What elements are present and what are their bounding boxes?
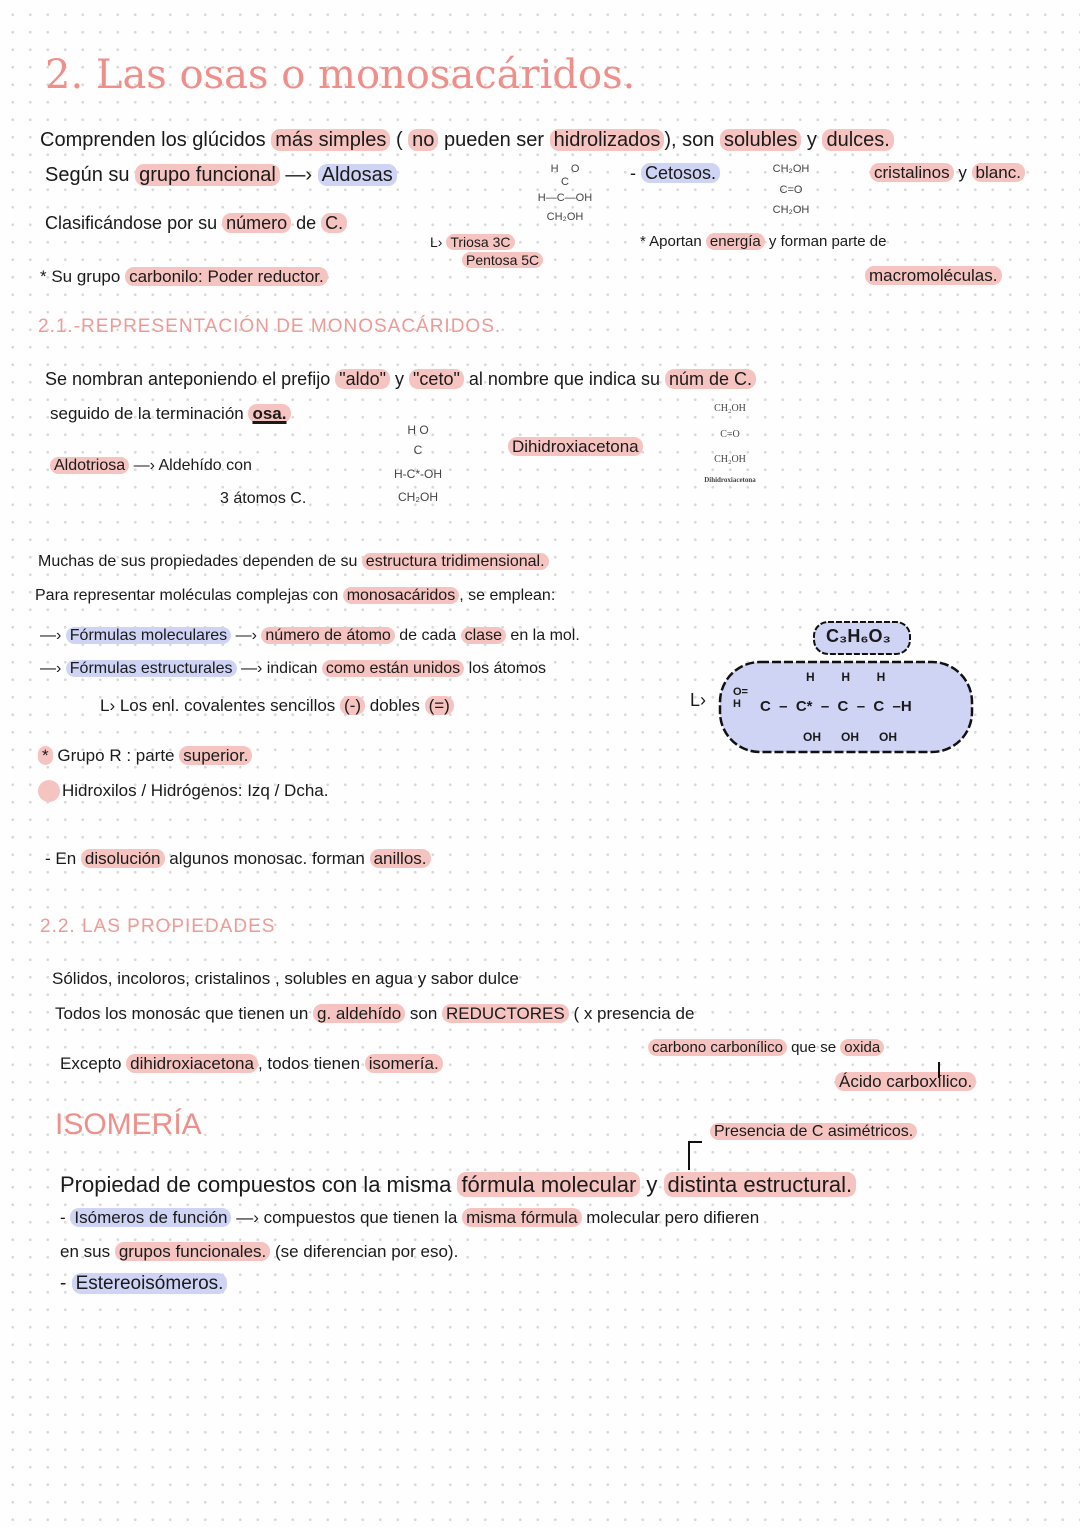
highlighted-text: grupos funcionales. (115, 1242, 270, 1261)
chem-atom: CH₂OH (398, 490, 438, 505)
highlighted-text: superior. (179, 746, 252, 765)
note-line (40, 128, 894, 152)
note-line (50, 404, 291, 424)
aldose-structure (530, 163, 600, 224)
note-line (60, 1242, 458, 1262)
note-line (865, 266, 1002, 286)
highlighted-text: Isómeros de función (70, 1208, 231, 1227)
chem-atom: CH₂OH (546, 210, 584, 223)
section-heading-isomeria: ISOMERÍA (55, 1108, 202, 1141)
page-title: 2. Las osas o monosacáridos. (45, 52, 636, 98)
dihydroxyacetone-structure (695, 403, 765, 484)
chem-atom: H O (407, 423, 429, 437)
note-line (640, 233, 887, 251)
chem-atom: H (550, 163, 559, 175)
highlighted-text: núm de C. (665, 369, 756, 389)
note-text: —› compuestos que tienen la (231, 1208, 463, 1227)
note-line (648, 1039, 884, 1057)
highlighted-text: hidrolizados (550, 129, 665, 151)
chem-atom: C=O (779, 183, 803, 196)
chem-atom: C (413, 442, 423, 457)
highlighted-text: más simples (271, 129, 390, 151)
highlighted-text: Aldosas (318, 164, 397, 186)
note-text: de (291, 213, 322, 233)
note-line (62, 781, 328, 801)
connector-line (936, 1062, 942, 1078)
note-text: Muchas de sus propiedades dependen de su (38, 553, 362, 570)
note-text: y forman parte de (764, 233, 887, 250)
highlighted-text: Estereoisómeros. (72, 1273, 228, 1294)
note-text: en sus (60, 1242, 115, 1261)
note-text: Se nombran anteponiendo el prefijo (45, 369, 336, 389)
note-text: , todos tienen (257, 1054, 365, 1073)
note-text: —› indican (236, 660, 322, 677)
note-text: en la mol. (505, 627, 580, 644)
note-text: Clasificándose por su (45, 213, 223, 233)
note-line (45, 163, 397, 187)
highlighted-text: Triosa 3C (446, 234, 514, 250)
highlighted-text: osa. (248, 404, 290, 423)
highlighted-text: carbono carbonílico (648, 1039, 787, 1056)
note-text: —› (40, 627, 66, 644)
highlighted-text: (-) (340, 696, 365, 715)
highlighted-text: Aldotriosa (50, 457, 129, 474)
note-text: de cada (394, 627, 461, 644)
note-text: y (390, 369, 410, 389)
highlighted-text: dulces. (822, 129, 893, 151)
chem-atom: CH₂OH (772, 163, 810, 175)
note-line (60, 1054, 443, 1074)
note-text: los átomos (464, 660, 546, 677)
arrow-label: L› (690, 690, 707, 710)
highlighted-text: "aldo" (335, 369, 390, 389)
highlighted-text: no (408, 129, 438, 151)
highlighted-text: carbonilo: Poder reductor. (125, 267, 328, 286)
note-text: y (801, 129, 823, 151)
section-heading-representacion: 2.1.-REPRESENTACIÓN DE MONOSACÁRIDOS. (38, 316, 502, 337)
note-line (430, 234, 515, 251)
note-text: que se (786, 1039, 841, 1056)
chem-atom: H-C*-OH (394, 466, 442, 481)
note-text: pueden ser (438, 129, 550, 151)
chem-atom: O (570, 163, 580, 175)
note-text: —› (40, 660, 66, 677)
note-line (52, 969, 519, 989)
note-text: dobles (365, 696, 425, 715)
highlighted-text: Pentosa 5C (462, 252, 543, 268)
highlighted-text: energía (706, 233, 765, 250)
note-text: y (953, 163, 972, 182)
note-line (630, 163, 720, 185)
chem-atom: CH₂OH (714, 403, 746, 414)
highlighted-text: número de átomo (261, 627, 394, 644)
highlighted-text: solubles (720, 129, 801, 151)
highlighted-text: número (222, 213, 291, 233)
highlighted-text: anillos. (370, 849, 431, 868)
note-text: Hidroxilos / Hidrógenos: Izq / Dcha. (62, 781, 329, 800)
highlighted-text: Fórmulas moleculares (66, 627, 231, 644)
highlighted-text: REDUCTORES (442, 1004, 569, 1023)
note-line (38, 746, 252, 766)
note-text: - (60, 1273, 72, 1294)
note-line (60, 1172, 856, 1198)
note-text: Para representar moléculas complejas con (35, 587, 343, 604)
highlighted-text: Ácido carboxílico. (835, 1072, 976, 1091)
note-line (45, 213, 347, 235)
highlighted-text: oxida (840, 1039, 884, 1056)
note-line (60, 1273, 227, 1296)
highlighted-text: "ceto" (409, 369, 464, 389)
note-line (40, 659, 546, 678)
highlighted-text: Dihidroxiacetona (508, 437, 643, 456)
note-line (462, 252, 543, 269)
note-text: Comprenden los glúcidos (40, 129, 272, 151)
highlighted-text: como están unidos (322, 660, 464, 677)
note-text: Propiedad de compuestos con la misma (60, 1172, 458, 1197)
highlighted-text: Fórmulas estructurales (66, 660, 237, 677)
highlighted-text: distinta estructural. (664, 1172, 857, 1197)
note-text: * Aportan (640, 233, 706, 250)
highlighted-text: (=) (425, 696, 454, 715)
note-line (835, 1072, 976, 1092)
structure-bottom: OH OH OH (803, 730, 898, 744)
note-text: —› (231, 627, 262, 644)
highlighted-text: fórmula molecular (457, 1172, 640, 1197)
highlighted-text: blanc. (972, 163, 1025, 182)
note-text: - (60, 1208, 71, 1227)
chem-caption: Dihidroxiacetona (704, 475, 756, 484)
note-line (100, 696, 454, 716)
highlighted-text: cristalinos (870, 163, 954, 182)
note-text: - (630, 163, 641, 183)
note-line (38, 552, 549, 571)
note-text: - En (45, 849, 81, 868)
note-text: son (405, 1004, 443, 1023)
structure-chain: C – C* – C – C –H (760, 698, 912, 715)
note-line (60, 1208, 759, 1228)
highlighted-text: Cetosos. (641, 163, 720, 183)
highlighted-text: disolución (81, 849, 165, 868)
highlighted-text: macromoléculas. (865, 266, 1002, 285)
note-line (870, 163, 1025, 183)
note-text: Excepto (60, 1054, 127, 1073)
section-heading-propiedades: 2.2. LAS PROPIEDADES (40, 916, 276, 937)
note-text: y (640, 1172, 664, 1197)
chem-atom: C=O (720, 428, 740, 440)
note-line (40, 626, 580, 645)
note-line (40, 267, 328, 287)
note-text: —› Aldehído con (129, 457, 252, 474)
highlighted-text: C. (321, 213, 347, 233)
note-text: Grupo R : parte (52, 746, 180, 765)
molecular-formula: C₃H₆O₃ (826, 626, 891, 646)
note-text: —› (279, 164, 318, 186)
highlighted-text: g. aldehído (313, 1004, 405, 1023)
highlighted-text: Presencia de C asimétricos. (710, 1123, 917, 1140)
connector-line (686, 1138, 716, 1172)
highlighted-text: grupo funcional (135, 164, 280, 186)
note-line (35, 586, 555, 605)
highlighted-text: dihidroxiacetona (126, 1054, 258, 1073)
chem-atom: H—C—OH (537, 192, 593, 205)
highlighted-text: misma fórmula (462, 1208, 581, 1227)
note-line (45, 369, 756, 391)
note-text: ( x presencia de (568, 1004, 695, 1023)
note-text: Sólidos, incoloros, cristalinos , solubles en agua y sabor dulce (52, 969, 519, 988)
note-line (45, 849, 431, 869)
note-text: Según su (45, 164, 136, 186)
structure-top: H H H (806, 670, 886, 684)
highlighted-text: * (38, 746, 53, 765)
highlighted-text: isomería. (365, 1054, 443, 1073)
note-text: molecular pero difieren (581, 1208, 760, 1227)
highlighted-text: clase (461, 627, 506, 644)
chem-atom: C (561, 175, 569, 188)
note-line (50, 456, 252, 475)
note-line (710, 1122, 917, 1141)
note-text: , se emplean: (459, 587, 556, 604)
note-text: ), son (664, 129, 720, 151)
glyceraldehyde-structure (388, 424, 448, 505)
highlighted-text: estructura tridimensional. (362, 553, 549, 570)
note-line (220, 489, 306, 508)
bullet-dot (38, 780, 60, 802)
note-line (508, 437, 643, 457)
note-text: L› (430, 234, 447, 250)
structure-left: O= H (733, 686, 748, 711)
note-text: * Su grupo (40, 267, 126, 286)
highlighted-text: monosacáridos (343, 587, 460, 604)
note-line (55, 1004, 694, 1024)
chem-atom: CH₂OH (772, 204, 810, 217)
ketose-structure (765, 163, 817, 217)
chem-atom: CH₂OH (714, 454, 746, 465)
note-text: (se diferencian por eso). (270, 1242, 459, 1261)
note-text: ( (390, 129, 409, 151)
note-text: seguido de la terminación (50, 404, 249, 423)
note-text: algunos monosac. forman (164, 849, 370, 868)
note-text: L› Los enl. covalentes sencillos (100, 696, 341, 715)
note-text: Todos los monosác que tienen un (55, 1004, 314, 1023)
note-text: al nombre que indica su (463, 369, 665, 389)
note-text: 3 átomos C. (220, 490, 307, 507)
